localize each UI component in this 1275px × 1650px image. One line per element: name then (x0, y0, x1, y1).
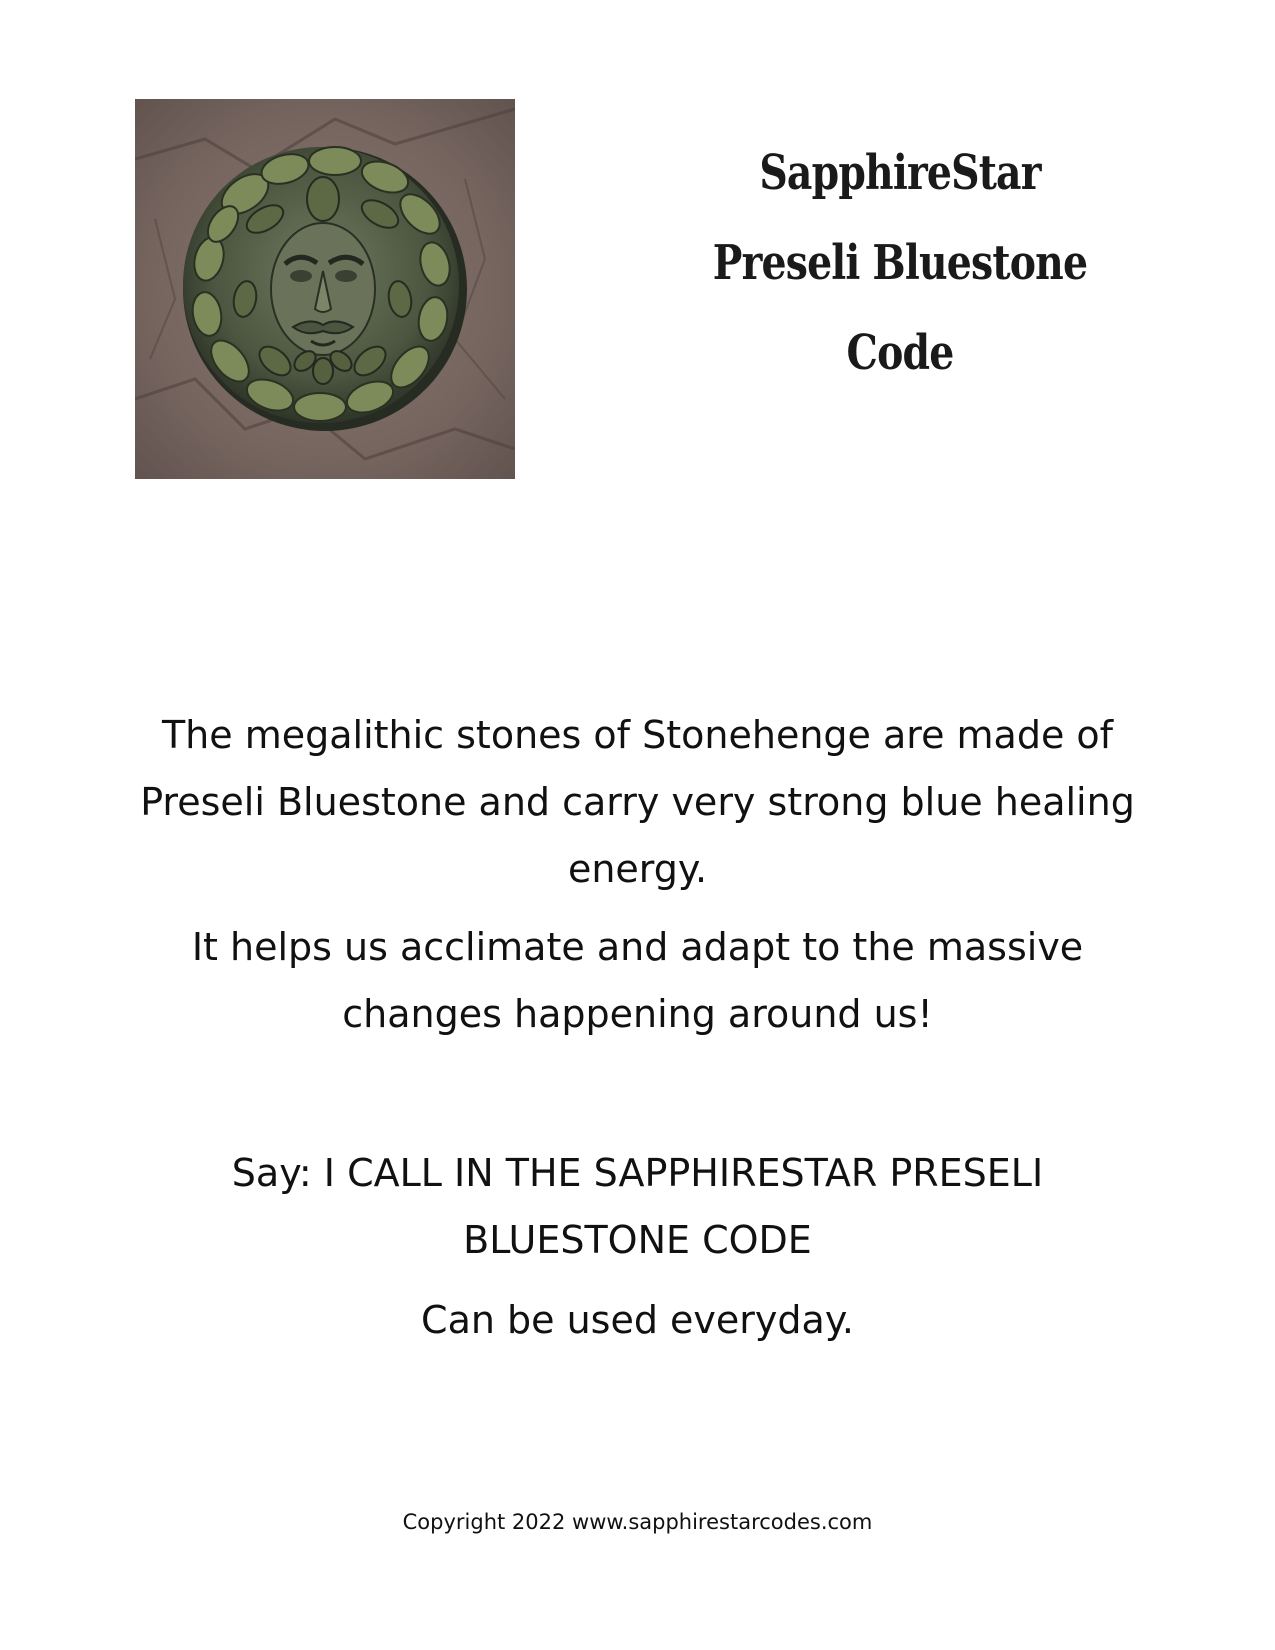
paragraph-line: Preseli Bluestone and carry very strong blue healing (140, 780, 1135, 824)
paragraph-line: energy. (567, 847, 708, 891)
paragraph-line: BLUESTONE CODE (463, 1218, 812, 1262)
paragraph-line: changes happening around us! (342, 992, 933, 1036)
paragraph-line: Say: I CALL IN THE SAPPHIRESTAR PRESELI (231, 1151, 1044, 1195)
title-line-1: SapphireStar (759, 145, 1041, 201)
paragraph-invocation (100, 1140, 1175, 1274)
paragraph-acclimate (100, 914, 1175, 1048)
page-title (687, 128, 1113, 398)
copyright-footer: Copyright 2022 www.sapphirestarcodes.com (402, 1510, 873, 1534)
green-man-carving-image (135, 99, 515, 479)
title-line-2: Preseli Bluestone (712, 235, 1088, 291)
paragraph-line: Can be used everyday. (421, 1298, 854, 1342)
paragraph-line: It helps us acclimate and adapt to the massive (191, 925, 1084, 969)
green-man-bluestone-carving-icon (135, 99, 515, 479)
paragraph-stonehenge (100, 702, 1175, 903)
paragraph-usage (100, 1287, 1175, 1354)
title-line-3: Code (846, 325, 954, 381)
paragraph-line: The megalithic stones of Stonehenge are made of (161, 713, 1114, 757)
